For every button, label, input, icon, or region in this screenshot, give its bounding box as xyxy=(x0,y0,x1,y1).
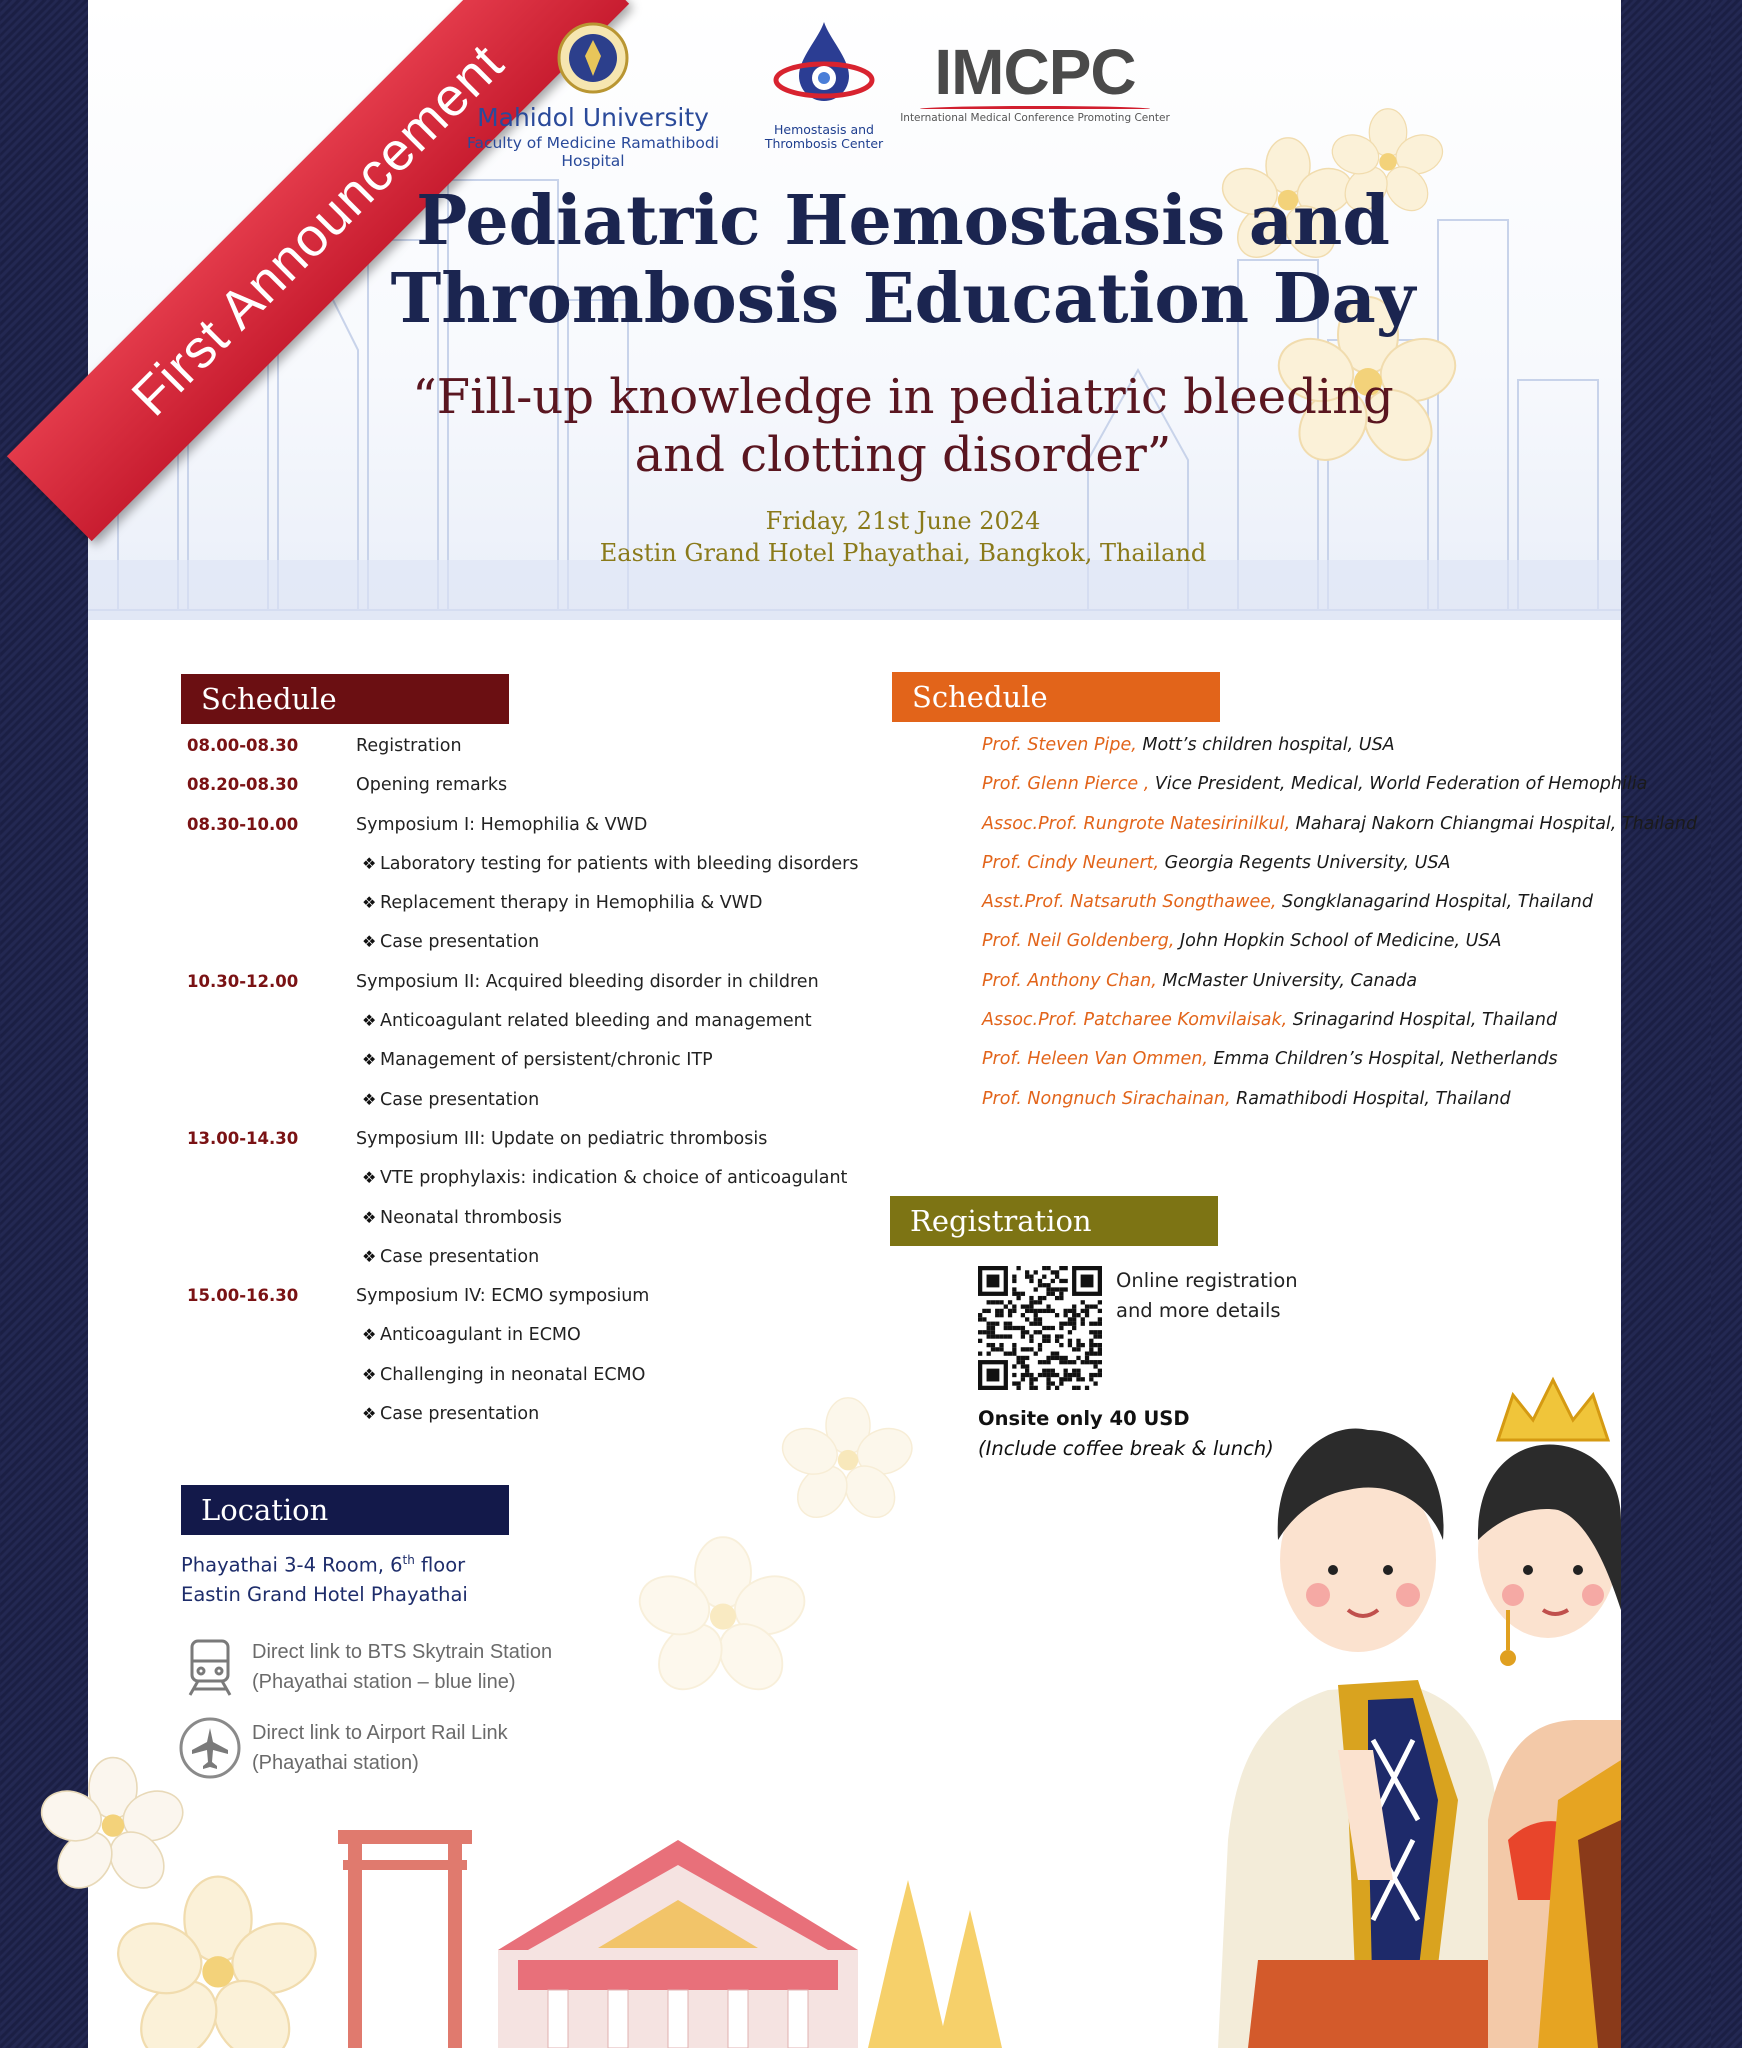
schedule-topic-text: Case presentation xyxy=(380,1404,540,1425)
speaker-affiliation: Emma Children’s Hospital, Netherlands xyxy=(1207,1049,1558,1070)
speaker-name: Prof. Heleen Van Ommen, xyxy=(982,1049,1208,1070)
schedule-session-title: Symposium II: Acquired bleeding disorder in children xyxy=(356,971,819,992)
speaker-name: Prof. Nongnuch Sirachainan, xyxy=(982,1088,1231,1109)
schedule-topic-text: Anticoagulant related bleeding and management xyxy=(380,1011,812,1032)
mahidol-seal-icon xyxy=(557,22,629,94)
speaker-row xyxy=(982,853,1742,892)
speakers-heading: Schedule xyxy=(892,672,1220,722)
diamond-bullet-icon: ❖ xyxy=(362,1207,377,1227)
schedule-time: 08.00-08.30 xyxy=(187,736,299,755)
diamond-bullet-icon: ❖ xyxy=(362,1011,377,1031)
event-title xyxy=(328,182,1478,338)
event-venue: Eastin Grand Hotel Phayathai, Bangkok, Thailand xyxy=(599,539,1207,567)
schedule-topic-text: Case presentation xyxy=(380,1246,540,1267)
schedule-topic-text: Management of persistent/chronic ITP xyxy=(380,1050,713,1071)
htc-logo xyxy=(754,18,894,151)
schedule-time: 15.00-16.30 xyxy=(187,1286,299,1306)
bts-link xyxy=(178,1635,638,1705)
schedule-row xyxy=(187,889,887,928)
subtitle-line-1: “Fill-up knowledge in pediatric bleeding xyxy=(412,369,1394,425)
room-line xyxy=(181,1553,465,1577)
diamond-bullet-icon: ❖ xyxy=(362,853,377,873)
arl-line-1: Direct link to Airport Rail Link xyxy=(252,1722,508,1744)
event-date-venue xyxy=(328,505,1478,569)
airport-rail-link xyxy=(178,1716,638,1786)
schedule-topic xyxy=(362,893,762,913)
schedule-topic-text: Neonatal thrombosis xyxy=(380,1207,562,1228)
schedule-topic xyxy=(362,1090,539,1110)
frangipani-flower-decoration xyxy=(648,1540,798,1680)
diamond-bullet-icon: ❖ xyxy=(362,1246,377,1266)
schedule-topic xyxy=(362,854,859,874)
online-line-1: Online registration xyxy=(1116,1269,1298,1292)
schedule-topic-text: Laboratory testing for patients with bleeding disorders xyxy=(380,853,859,874)
bts-line-1: Direct link to BTS Skytrain Station xyxy=(252,1641,553,1663)
schedule-session-title: Symposium I: Hemophilia & VWD xyxy=(356,814,648,835)
schedule-list xyxy=(187,732,887,1439)
speaker-name: Prof. Glenn Pierce , xyxy=(982,774,1150,795)
mahidol-logo xyxy=(438,22,748,170)
man-figure xyxy=(1218,1428,1503,2048)
schedule-topic-text: Challenging in neonatal ECMO xyxy=(380,1364,646,1385)
arl-text xyxy=(252,1718,508,1778)
schedule-time: 08.30-10.00 xyxy=(187,814,299,834)
htc-drop-icon xyxy=(769,18,879,118)
speaker-row xyxy=(982,931,1742,970)
speaker-row xyxy=(982,1010,1742,1049)
title-line-1: Pediatric Hemostasis and xyxy=(416,181,1390,261)
diamond-bullet-icon: ❖ xyxy=(362,1325,377,1345)
speaker-name: Prof. Anthony Chan, xyxy=(982,970,1157,991)
schedule-topic xyxy=(362,1247,539,1267)
schedule-row xyxy=(187,1321,887,1360)
schedule-row xyxy=(187,1046,887,1085)
speaker-name: Prof. Cindy Neunert, xyxy=(982,852,1160,873)
event-date: Friday, 21st June 2024 xyxy=(765,507,1041,535)
schedule-row xyxy=(187,811,887,850)
schedule-session-title: Symposium IV: ECMO symposium xyxy=(356,1286,650,1307)
speaker-affiliation: Vice President, Medical, World Federation of Hemophilia xyxy=(1149,774,1648,795)
schedule-row xyxy=(187,1282,887,1321)
thai-couple-illustration xyxy=(1158,1280,1621,2048)
schedule-topic xyxy=(362,1404,539,1424)
speaker-row xyxy=(982,774,1742,813)
schedule-topic xyxy=(362,1168,847,1188)
schedule-topic xyxy=(362,1325,581,1345)
imcpc-logo xyxy=(900,36,1170,124)
subtitle-line-2: and clotting disorder” xyxy=(634,427,1172,483)
schedule-row xyxy=(187,850,887,889)
online-line-2: and more details xyxy=(1116,1299,1281,1322)
speaker-row xyxy=(982,971,1742,1010)
schedule-row xyxy=(187,771,887,810)
registration-heading: Registration xyxy=(890,1196,1218,1246)
bts-text xyxy=(252,1637,552,1697)
room-prefix: Phayathai 3-4 Room, 6 xyxy=(181,1553,403,1577)
room-sup: th xyxy=(402,1553,415,1567)
ribbon-label: First Announcement xyxy=(120,32,516,428)
bts-line-2: (Phayathai station – blue line) xyxy=(252,1671,516,1693)
speaker-affiliation: Maharaj Nakorn Chiangmai Hospital, Thailand xyxy=(1290,813,1698,834)
hotel-line: Eastin Grand Hotel Phayathai xyxy=(181,1583,468,1606)
train-icon xyxy=(178,1635,242,1699)
imcpc-subtitle: International Medical Conference Promoting Center xyxy=(900,112,1170,124)
speaker-name: Assoc.Prof. Rungrote Natesirinilkul, xyxy=(982,813,1291,834)
schedule-topic-text: Case presentation xyxy=(380,1089,540,1110)
schedule-row xyxy=(187,928,887,967)
speaker-affiliation: Mott’s children hospital, USA xyxy=(1136,735,1395,755)
speaker-affiliation: Songklanagarind Hospital, Thailand xyxy=(1276,892,1593,913)
speaker-name: Asst.Prof. Natsaruth Songthawee, xyxy=(982,892,1277,913)
speaker-affiliation: McMaster University, Canada xyxy=(1156,970,1418,991)
schedule-session-title: Opening remarks xyxy=(356,775,508,796)
speaker-list xyxy=(982,735,1742,1128)
location-heading: Location xyxy=(181,1485,509,1535)
schedule-row xyxy=(187,1125,887,1164)
schedule-time: 13.00-14.30 xyxy=(187,1128,299,1148)
diamond-bullet-icon: ❖ xyxy=(362,893,377,913)
schedule-row xyxy=(187,1007,887,1046)
thai-temple-illustration xyxy=(348,1820,1008,2048)
schedule-topic xyxy=(362,1011,812,1031)
schedule-topic-text: Replacement therapy in Hemophilia & VWD xyxy=(380,893,763,914)
schedule-row xyxy=(187,1086,887,1125)
schedule-row xyxy=(187,1243,887,1282)
speaker-name: Assoc.Prof. Patcharee Komvilaisak, xyxy=(982,1010,1288,1031)
diamond-bullet-icon: ❖ xyxy=(362,1364,377,1384)
schedule-row xyxy=(187,1361,887,1400)
schedule-topic-text: VTE prophylaxis: indication & choice of anticoagulant xyxy=(380,1168,848,1189)
airplane-icon xyxy=(178,1716,242,1780)
speaker-row xyxy=(982,735,1742,774)
schedule-row xyxy=(187,1164,887,1203)
diamond-bullet-icon: ❖ xyxy=(362,1089,377,1109)
schedule-row xyxy=(187,1400,887,1439)
speaker-affiliation: John Hopkin School of Medicine, USA xyxy=(1174,931,1502,952)
htc-line2: Thrombosis Center xyxy=(764,136,884,151)
schedule-topic xyxy=(362,1365,645,1385)
diamond-bullet-icon: ❖ xyxy=(362,1168,377,1188)
schedule-time: 10.30-12.00 xyxy=(187,971,299,991)
poster-page xyxy=(88,0,1698,2048)
schedule-topic xyxy=(362,932,539,952)
onsite-price: Onsite only 40 USD xyxy=(978,1407,1190,1430)
speaker-row xyxy=(982,814,1742,853)
arl-line-2: (Phayathai station) xyxy=(252,1752,419,1774)
schedule-time: 08.20-08.30 xyxy=(187,775,299,795)
woman-figure xyxy=(1478,1380,1621,2048)
frangipani-flower-decoration xyxy=(788,1400,908,1510)
room-suffix: floor xyxy=(414,1553,466,1577)
diamond-bullet-icon: ❖ xyxy=(362,1404,377,1424)
speaker-name: Prof. Steven Pipe, xyxy=(982,735,1137,755)
schedule-row xyxy=(187,968,887,1007)
schedule-session-title: Symposium III: Update on pediatric thrombosis xyxy=(356,1128,768,1149)
frangipani-flower-decoration xyxy=(128,1880,308,2048)
speaker-name: Prof. Neil Goldenberg, xyxy=(982,931,1175,952)
onsite-note: (Include coffee break & lunch) xyxy=(978,1437,1274,1460)
frangipani-flower-decoration xyxy=(48,1760,178,1880)
schedule-session-title: Registration xyxy=(356,736,462,756)
schedule-topic xyxy=(362,1208,562,1228)
htc-line1: Hemostasis and xyxy=(774,122,874,137)
schedule-topic xyxy=(362,1050,713,1070)
imcpc-wordmark: IMCPC xyxy=(934,36,1136,108)
diamond-bullet-icon: ❖ xyxy=(362,932,377,952)
faculty-name: Faculty of Medicine Ramathibodi Hospital xyxy=(466,134,720,170)
schedule-topic-text: Case presentation xyxy=(380,932,540,953)
mahidol-university-name: Mahidol University xyxy=(477,103,709,132)
diamond-bullet-icon: ❖ xyxy=(362,1050,377,1070)
schedule-row xyxy=(187,1204,887,1243)
schedule-row xyxy=(187,732,887,771)
event-subtitle xyxy=(328,368,1478,484)
speaker-row xyxy=(982,1049,1742,1088)
speaker-affiliation: Georgia Regents University, USA xyxy=(1159,852,1451,873)
speaker-row xyxy=(982,892,1742,931)
speaker-affiliation: Srinagarind Hospital, Thailand xyxy=(1287,1010,1558,1031)
speaker-affiliation: Ramathibodi Hospital, Thailand xyxy=(1230,1088,1511,1109)
title-line-2: Thrombosis Education Day xyxy=(390,259,1416,339)
qr-code-icon[interactable] xyxy=(978,1266,1102,1390)
schedule-topic-text: Anticoagulant in ECMO xyxy=(380,1325,581,1346)
schedule-heading: Schedule xyxy=(181,674,509,724)
speaker-row xyxy=(982,1089,1742,1128)
